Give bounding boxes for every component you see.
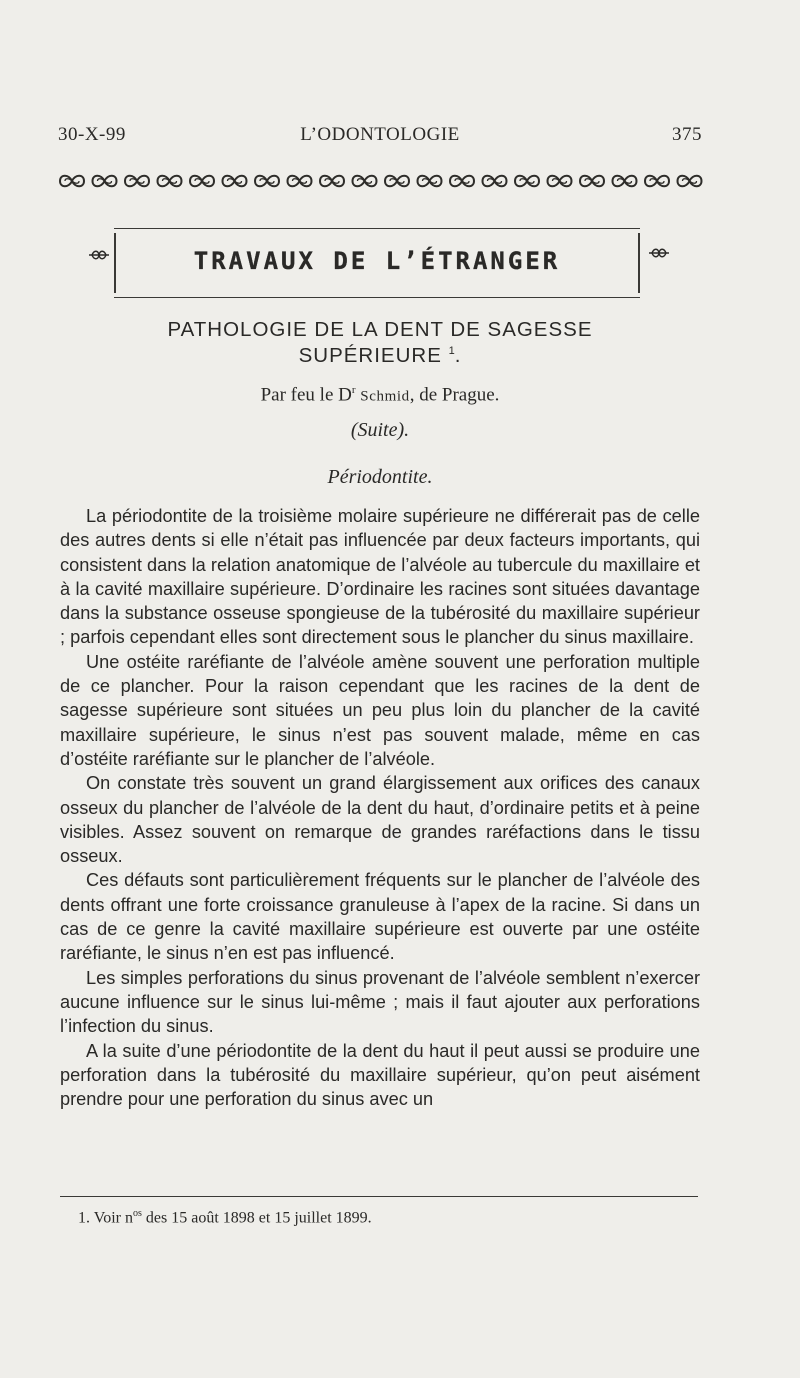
knot-ornament bbox=[385, 176, 409, 187]
knot-ornament bbox=[125, 176, 149, 187]
page-number: 375 bbox=[672, 124, 702, 145]
knot-ornament bbox=[190, 176, 214, 187]
knot-ornament bbox=[450, 176, 474, 187]
ornament-band bbox=[56, 170, 706, 192]
article-title-line-2: SUPÉRIEURE $^1$. bbox=[298, 344, 462, 367]
paragraph-4: Ces défauts sont particulièrement fréquents sur le plancher de l’alvéole des dents offrant une forte croissance granuleuse à l’apex de la racine. Si dans un cas de ce genre la cavité maxillaire supérieure est ouverte par une ostéite raréfiante, le sinus n’en est pas influencé. bbox=[60, 870, 700, 964]
footnote-sup: os bbox=[132, 1208, 142, 1219]
paragraph-5: Les simples perforations du sinus provenant de l’alvéole semblent n’exercer aucune influence sur le sinus lui-même ; mais il faut ajouter aux perforations l’infection du sinus. bbox=[60, 967, 700, 1037]
knot-ornament bbox=[353, 176, 377, 187]
knot-ornament bbox=[93, 176, 117, 187]
continuation-note: (Suite). bbox=[350, 419, 410, 441]
article-title-line-1: PATHOLOGIE DE LA DENT DE SAGESSE bbox=[167, 318, 593, 341]
banner-frame bbox=[114, 228, 640, 298]
paragraph-3: On constate très souvent un grand élargissement aux orifices des canaux osseux du plancher de l’alvéole de la dent du haut, d’ordinaire petits et à peine visibles. Assez souvent on remarque de grandes raréfactions dans le tissu osseux. bbox=[60, 773, 700, 867]
byline bbox=[0, 384, 760, 406]
section-banner bbox=[84, 228, 674, 300]
running-head bbox=[58, 124, 702, 154]
knot-ornament bbox=[288, 176, 312, 187]
knot-ornament bbox=[158, 176, 182, 187]
knot-ornament bbox=[548, 176, 572, 187]
byline-title-sup: r bbox=[351, 384, 356, 396]
fleuron-right-icon bbox=[648, 246, 670, 260]
footnote-suffix: des 15 août 1898 et 15 juillet 1899. bbox=[141, 1209, 372, 1227]
paragraph-1: La périodontite de la troisième molaire supérieure ne différerait pas de celle des autres dents si elle n’était pas influencée par deux facteurs importants, qui consistent dans la relation anatomique de l’alvéole au tubercule du maxillaire et à la cavité maxillaire supérieure. D’ordinaire les racines sont situées davantage dans la substance osseuse spongieuse de la tubérosité du maxillaire supérieur ; parfois cependant elles sont directement sous le plancher du sinus maxillaire. bbox=[60, 506, 700, 648]
title-footnote-ref: 1 bbox=[448, 345, 455, 358]
paragraph-6: A la suite d’une périodontite de la dent du haut il peut aussi se produire une perforation dans la tubérosité du maxillaire supérieur, qu’on peut aisément prendre pour une perforation du sinus avec un bbox=[60, 1040, 700, 1110]
knot-ornament bbox=[580, 176, 604, 187]
section-heading: Périodontite. bbox=[327, 466, 433, 488]
article-body bbox=[60, 504, 700, 1111]
issue-date: 30-X-99 bbox=[58, 124, 126, 145]
footnote-rule bbox=[60, 1196, 698, 1197]
knot-ornament bbox=[320, 176, 344, 187]
fleuron-left-icon bbox=[88, 248, 110, 262]
article-title-text: SUPÉRIEURE bbox=[298, 344, 442, 367]
knot-ornament bbox=[223, 176, 247, 187]
journal-title: L’ODONTOLOGIE bbox=[300, 124, 460, 145]
byline-suffix: , de Prague. bbox=[409, 384, 500, 406]
paragraph-2: Une ostéite raréfiante de l’alvéole amène souvent une perforation multiple de ce plancher. Pour la raison cependant que les racines de la dent de sagesse supérieure sont situées un peu plus loin du plancher de la cavité maxillaire supérieure, le sinus n’est pas souvent malade, même en cas d’ostéite raréfiante sur le plancher de l’alvéole. bbox=[60, 651, 700, 769]
byline-author: Schmid bbox=[360, 388, 410, 405]
footnote-prefix: 1. Voir n bbox=[78, 1209, 133, 1227]
footnote bbox=[78, 1208, 372, 1227]
byline-prefix: Par feu le D bbox=[260, 384, 352, 406]
knot-ornament bbox=[255, 176, 279, 187]
banner-title: TRAVAUX DE L’ÉTRANGER bbox=[193, 247, 561, 275]
knot-ornament bbox=[418, 176, 442, 187]
knot-ornament bbox=[515, 176, 539, 187]
knot-ornament bbox=[645, 176, 669, 187]
knot-ornament bbox=[60, 176, 84, 187]
knot-ornament bbox=[613, 176, 637, 187]
knot-ornament bbox=[483, 176, 507, 187]
knot-ornament bbox=[678, 176, 702, 187]
